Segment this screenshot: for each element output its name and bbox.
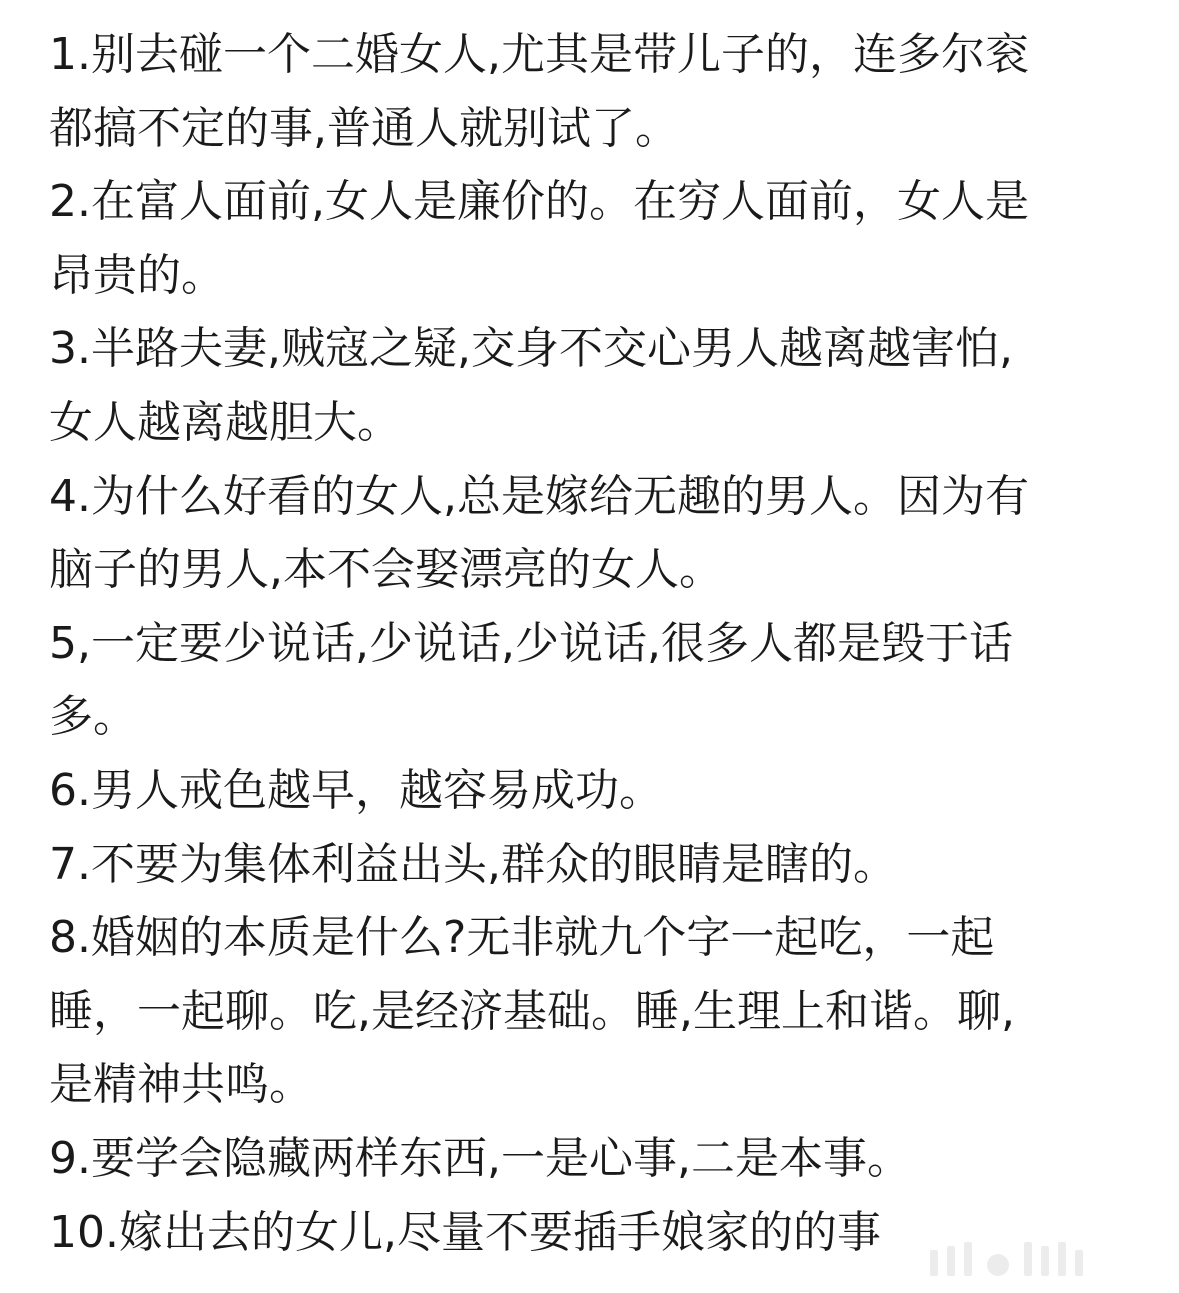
text-line: 6.男人戒色越早，越容易成功。 [49,764,663,816]
watermark-bar [1041,1246,1049,1276]
text-line: 9.要学会隐藏两样东西,一是心事,二是本事。 [49,1132,911,1184]
text-line: 8.婚姻的本质是什么?无非就九个字一起吃，一起 [49,912,995,964]
watermark-bar [1075,1250,1083,1276]
watermark-dot [987,1254,1009,1276]
watermark [930,1240,1083,1276]
text-line: 5,一定要少说话,少说话,少说话,很多人都是毁于话 [49,617,1013,669]
text-line: 1.别去碰一个二婚女人,尤其是带儿子的，连多尔衮 [49,29,1029,80]
watermark-bar [930,1250,938,1276]
text-line: 睡，一起聊。吃,是经济基础。睡,生理上和谐。聊, [49,985,1015,1037]
watermark-bar [1024,1242,1032,1276]
text-line: 多。 [49,691,137,743]
text-line: 昂贵的。 [49,249,225,301]
text-line: 7.不要为集体利益出头,群众的眼睛是瞎的。 [49,838,897,890]
text-line: 4.为什么好看的女人,总是嫁给无趣的男人。因为有 [49,470,1029,522]
text-document [49,18,1119,1269]
text-line: 女人越离越胆大。 [49,396,401,448]
text-line: 是精神共鸣。 [49,1059,313,1111]
text-line: 脑子的男人,本不会娶漂亮的女人。 [49,544,723,596]
text-line: 3.半路夫妻,贼寇之疑,交身不交心男人越离越害怕, [49,323,1013,375]
text-line: 都搞不定的事,普通人就别试了。 [49,102,679,154]
watermark-bar [1058,1242,1066,1276]
watermark-bar [964,1242,972,1276]
watermark-bar [947,1246,955,1276]
text-line: 2.在富人面前,女人是廉价的。在穷人面前，女人是 [49,176,1029,228]
text-line: 10.嫁出去的女儿,尽量不要插手娘家的的事 [49,1206,881,1258]
